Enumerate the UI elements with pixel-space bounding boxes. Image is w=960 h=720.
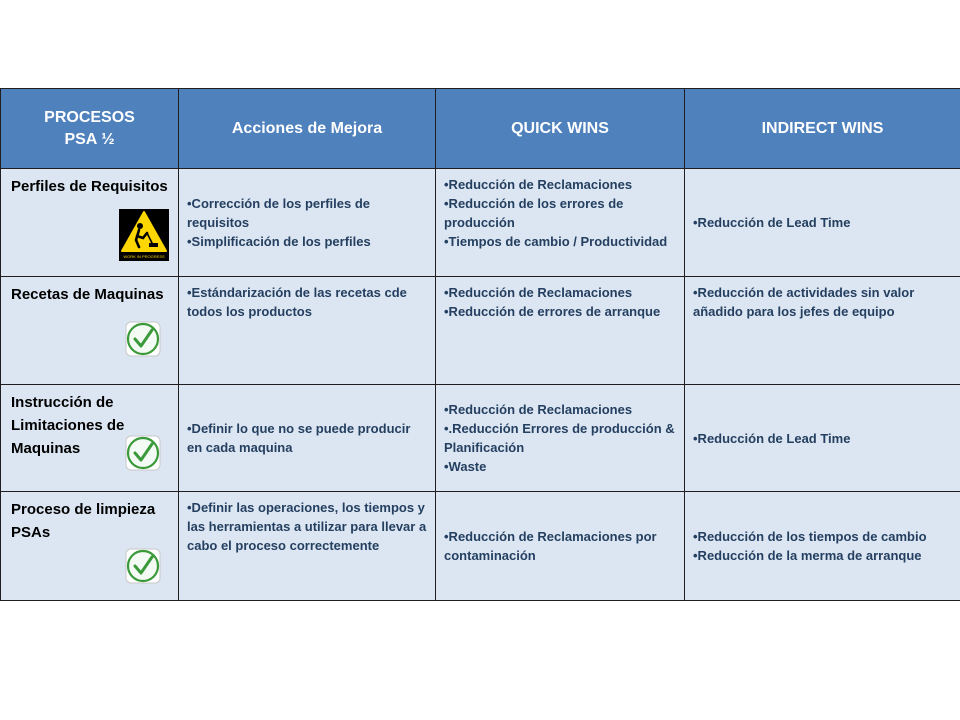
bullet-item: •Estándarización de las recetas cde todos los productos: [187, 285, 407, 319]
table-row: [1, 169, 960, 277]
bullet-item: •.Reducción Errores de producción & Planificación: [444, 421, 675, 455]
acciones-cell: [179, 492, 436, 601]
quick-wins-list: [444, 283, 660, 321]
table-row: [1, 385, 960, 492]
quick-wins-cell: [436, 169, 685, 277]
indirect-wins-list: [693, 429, 850, 448]
bullet-item: •Reducción de la merma de arranque: [693, 548, 922, 563]
acciones-cell: [179, 385, 436, 492]
header-acciones: Acciones de Mejora: [179, 89, 436, 169]
acciones-list: [187, 419, 427, 457]
bullet-item: •Simplificación de los perfiles: [187, 234, 371, 249]
bullet-item: •Tiempos de cambio / Productividad: [444, 234, 668, 249]
process-cell: [1, 277, 179, 385]
work-in-progress-icon: [119, 209, 169, 266]
bullet-item: •Reducción de los tiempos de cambio: [693, 529, 927, 544]
bullet-item: •Corrección de los perfiles de requisitos: [187, 196, 370, 230]
indirect-wins-list: [693, 283, 952, 321]
acciones-list: [187, 194, 427, 251]
bullet-item: •Reducción de Lead Time: [693, 430, 851, 446]
process-cell: [1, 385, 179, 492]
header-procesos: PROCESOS PSA ½: [1, 89, 179, 169]
checkmark-icon: [125, 548, 161, 589]
process-name: Perfiles de Requisitos: [11, 178, 168, 195]
quick-wins-list: [444, 527, 676, 565]
process-name: Proceso de limpieza PSAs: [11, 501, 156, 541]
bullet-item: •Reducción de actividades sin valor añadido para los jefes de equipo: [693, 285, 915, 319]
header-quick-wins: QUICK WINS: [436, 89, 685, 169]
process-name: Instrucción de Limitaciones de Maquinas: [11, 394, 125, 457]
bullet-item: •Reducción de los errores de producción: [444, 196, 624, 230]
quick-wins-cell: [436, 385, 685, 492]
indirect-wins-cell: [685, 169, 960, 277]
indirect-wins-cell: [685, 492, 960, 601]
bullet-item: •Definir las operaciones, los tiempos y las herramientas a utilizar para llevar a cabo el proceso correctemente: [187, 500, 427, 553]
indirect-wins-cell: [685, 385, 960, 492]
process-name: Recetas de Maquinas: [11, 286, 164, 303]
indirect-wins-list: [693, 213, 850, 232]
bullet-item: •Reducción de errores de arranque: [444, 304, 661, 319]
table-row: [1, 492, 960, 601]
process-cell: [1, 492, 179, 601]
table-row: [1, 277, 960, 385]
bullet-item: •Reducción de Reclamaciones: [444, 285, 633, 300]
checkmark-icon: [125, 435, 161, 476]
quick-wins-list: [444, 400, 676, 476]
process-cell: [1, 169, 179, 277]
bullet-item: •Reducción de Reclamaciones por contaminación: [444, 529, 657, 563]
bullet-item: •Reducción de Reclamaciones: [444, 402, 633, 417]
acciones-cell: [179, 277, 436, 385]
wip-caption: WORK IN PROGRESS: [123, 254, 165, 259]
quick-wins-cell: [436, 492, 685, 601]
bullet-item: •Waste: [444, 459, 487, 474]
psa-process-table: [0, 88, 960, 601]
acciones-list: [187, 283, 427, 321]
header-indirect-wins: INDIRECT WINS: [685, 89, 960, 169]
indirect-wins-list: [693, 527, 927, 565]
indirect-wins-cell: [685, 277, 960, 385]
header-row: [1, 89, 960, 169]
quick-wins-cell: [436, 277, 685, 385]
bullet-item: •Definir lo que no se puede producir en cada maquina: [187, 421, 411, 455]
quick-wins-list: [444, 175, 676, 251]
checkmark-icon: [125, 321, 161, 362]
acciones-cell: [179, 169, 436, 277]
bullet-item: •Reducción de Lead Time: [693, 215, 851, 230]
acciones-list: [187, 498, 427, 555]
bullet-item: •Reducción de Reclamaciones: [444, 177, 633, 192]
